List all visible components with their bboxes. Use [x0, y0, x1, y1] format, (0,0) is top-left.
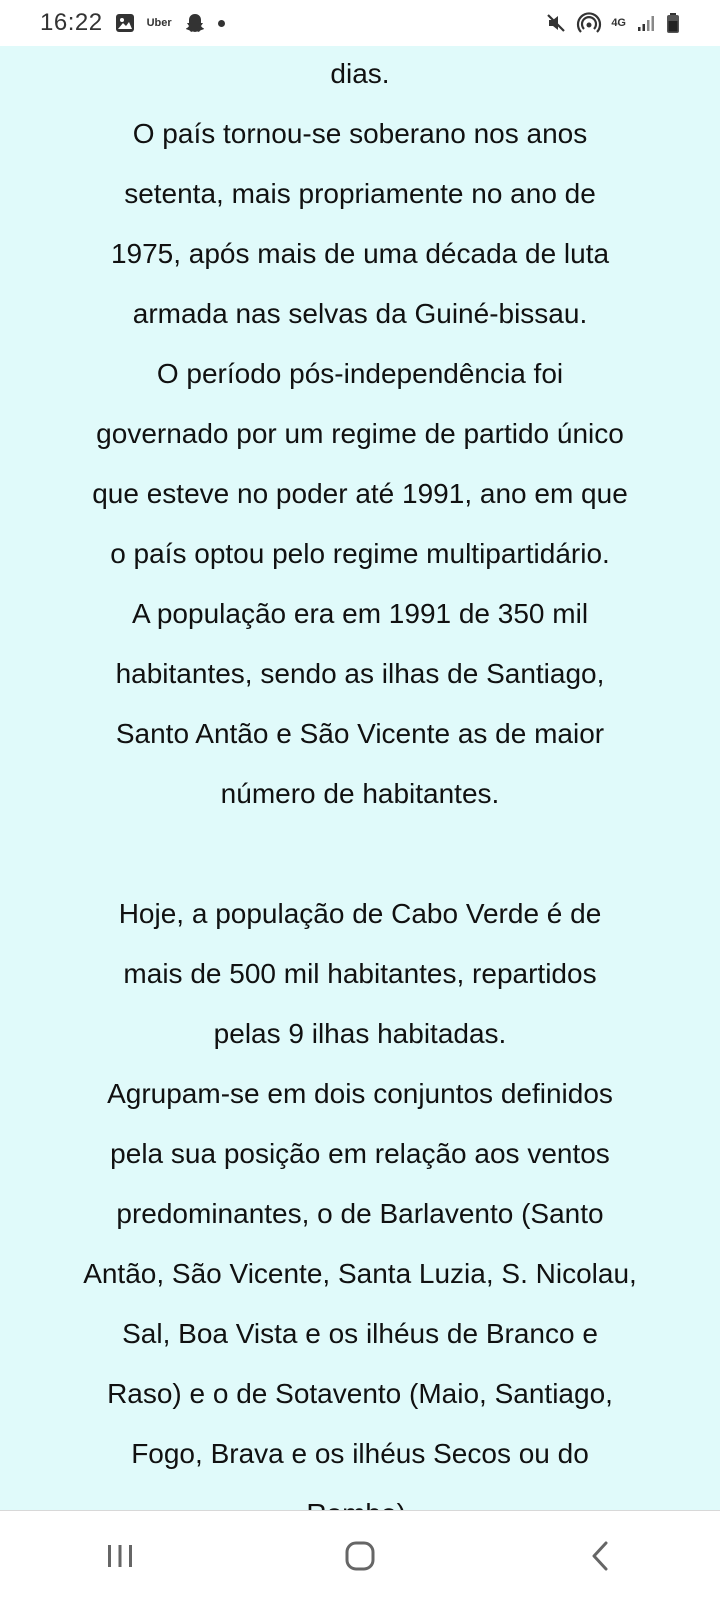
- status-bar: [0, 0, 720, 46]
- article-line: Hoje, a população de Cabo Verde é de: [118, 898, 602, 929]
- article-line: predominantes, o de Barlavento (Santo: [116, 1198, 604, 1229]
- article-line: 1975, após mais de uma década de luta: [110, 238, 610, 269]
- article-line: o país optou pelo regime multipartidário.: [110, 538, 610, 569]
- back-icon: [588, 1540, 612, 1572]
- article-view[interactable]: [0, 46, 720, 1510]
- article-line: Agrupam-se em dois conjuntos definidos: [107, 1078, 613, 1109]
- gallery-icon: [115, 13, 135, 33]
- article-line: Santo Antão e São Vicente as de maior: [115, 718, 605, 749]
- article-text: [60, 44, 660, 1544]
- article-line: pela sua posição em relação aos ventos: [110, 1138, 610, 1169]
- paragraph-gap: [60, 824, 660, 884]
- mute-icon: [545, 12, 567, 34]
- article-line: dias.: [330, 58, 390, 89]
- article-line: habitantes, sendo as ilhas de Santiago,: [115, 658, 605, 689]
- battery-icon: [666, 12, 680, 34]
- article-line: Sal, Boa Vista e os ilhéus de Branco e: [122, 1318, 598, 1349]
- uber-icon: Uber: [146, 17, 172, 29]
- navigation-bar: [0, 1510, 720, 1601]
- article-line: Raso) e o de Sotavento (Maio, Santiago,: [107, 1378, 613, 1409]
- back-button[interactable]: [560, 1521, 640, 1591]
- hotspot-icon: [577, 11, 601, 35]
- article-line: armada nas selvas da Guiné-bissau.: [132, 298, 588, 329]
- signal-icon: [636, 13, 656, 33]
- network-label: 4G: [611, 17, 626, 29]
- article-line: governado por um regime de partido único: [96, 418, 624, 449]
- snapchat-icon: [184, 12, 206, 34]
- home-button[interactable]: [320, 1521, 400, 1591]
- article-line: pelas 9 ilhas habitadas.: [213, 1018, 507, 1049]
- article-line: O período pós-independência foi: [156, 358, 564, 389]
- network-4g-icon: [611, 18, 626, 28]
- article-line: A população era em 1991 de 350 mil: [131, 598, 589, 629]
- article-line: setenta, mais propriamente no ano de: [124, 178, 596, 209]
- article-line: Fogo, Brava e os ilhéus Secos ou do: [131, 1438, 589, 1469]
- notification-dot-icon: [218, 20, 225, 27]
- recent-apps-icon: [105, 1543, 135, 1569]
- article-line: número de habitantes.: [220, 778, 500, 809]
- article-line: que esteve no poder até 1991, ano em que: [92, 478, 628, 509]
- status-time: 16:22: [40, 9, 103, 36]
- article-line: O país tornou-se soberano nos anos: [132, 118, 588, 149]
- article-line: mais de 500 mil habitantes, repartidos: [123, 958, 597, 989]
- recent-apps-button[interactable]: [80, 1521, 160, 1591]
- home-icon: [344, 1540, 376, 1572]
- article-line: Antão, São Vicente, Santa Luzia, S. Nicolau,: [83, 1258, 637, 1289]
